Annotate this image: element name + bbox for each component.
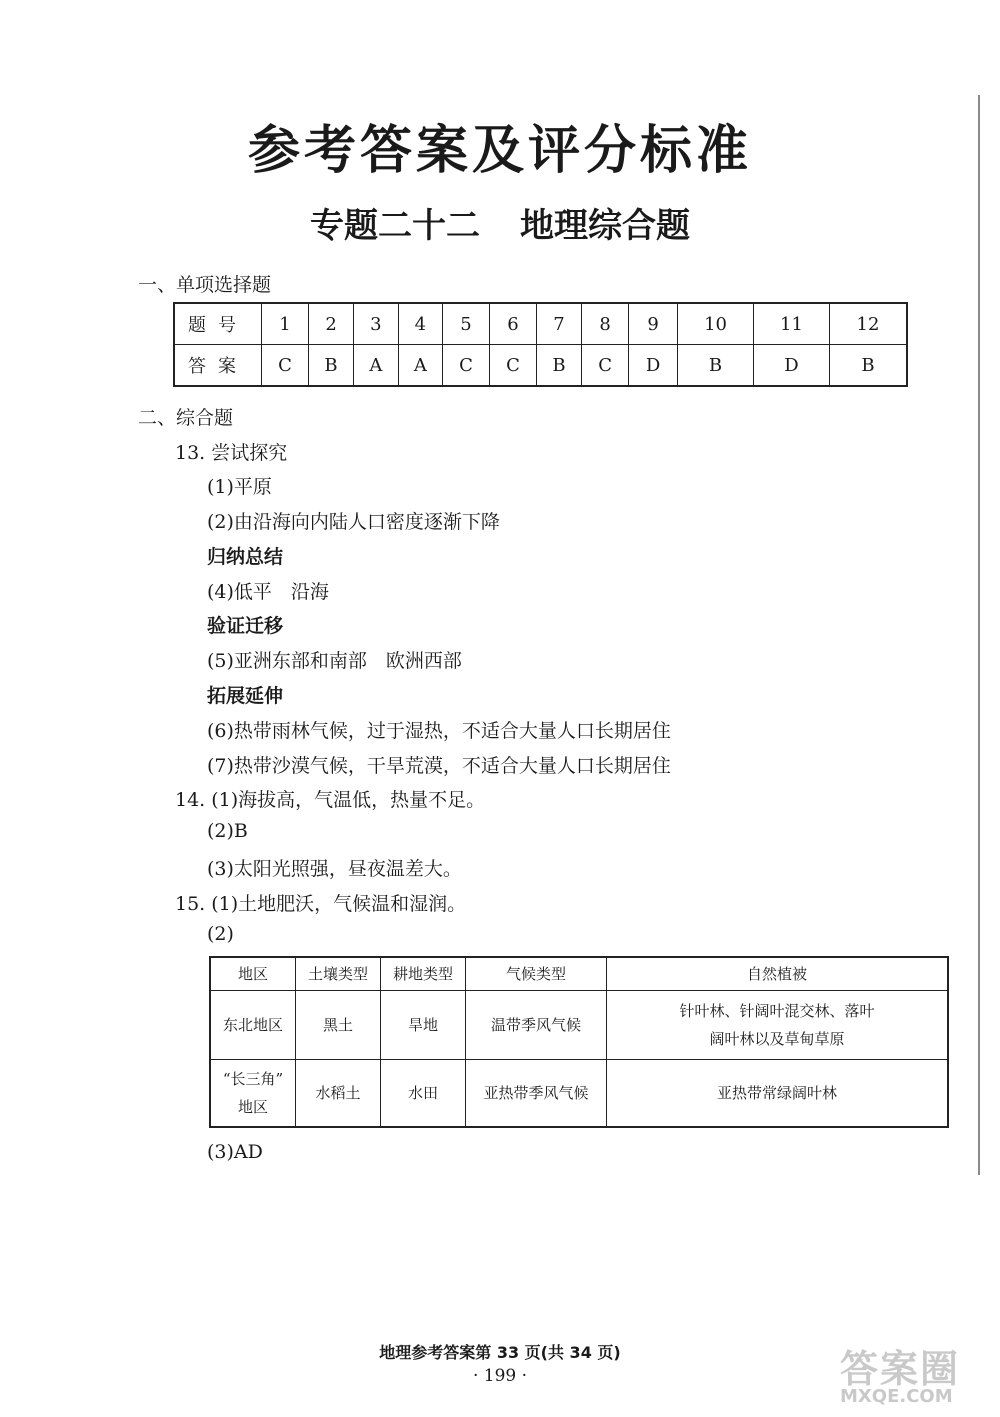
regional-comparison-table [209,956,949,1128]
cell-soil: 水稻土 [296,1059,381,1127]
row-label-answer: 答案 [174,345,262,387]
section-heading-comprehensive: 二、综合题 [138,407,234,429]
vegetation-line-2: 阔叶林以及草甸草原 [709,1029,845,1048]
page-subtitle [0,198,1000,247]
watermark-logo [840,1338,990,1408]
table-row [210,990,948,1059]
question-number-cell: 12 [829,303,907,345]
subtitle-topic-number: 专题二十二 [310,206,480,246]
answer-cell: C [582,345,629,387]
answer-cell: B [536,345,581,387]
answer-cell: C [489,345,536,387]
q13-subheading-summary: 归纳总结 [207,546,284,568]
cell-vegetation: 亚热带常绿阔叶林 [607,1059,949,1127]
q13-answer-7: (7)热带沙漠气候，干旱荒漠，不适合大量人口长期居住 [207,755,671,777]
q14-answer-2: (2)B [207,820,248,842]
header-natural-vegetation: 自然植被 [607,957,949,990]
q13-answer-6: (6)热带雨林气候，过于湿热，不适合大量人口长期居住 [207,720,671,742]
q13-subheading-transfer: 验证迁移 [207,615,284,637]
answer-cell: A [354,345,398,387]
answer-table-single-choice [173,302,908,387]
cell-land: 旱地 [381,990,466,1059]
cell-climate: 亚热带季风气候 [466,1059,607,1127]
page-title: 参考答案及评分标准 [247,121,752,181]
table-header-row [210,957,948,990]
question-number-cell: 7 [536,303,581,345]
q13-answer-2: (2)由沿海向内陆人口密度逐渐下降 [207,511,500,533]
cell-region [210,1059,296,1127]
q13-subheading-extension: 拓展延伸 [207,685,284,707]
q13-answer-1: (1)平原 [207,476,272,498]
cell-land: 水田 [381,1059,466,1127]
answer-cell: D [629,345,678,387]
header-farmland-type: 耕地类型 [381,957,466,990]
table-row [174,345,907,387]
cell-climate: 温带季风气候 [466,990,607,1059]
table-row [210,1059,948,1127]
page-number: · 199 · [472,1366,528,1386]
answer-cell: B [678,345,754,387]
watermark-text: 答案圈 [840,1347,961,1391]
q14-answer-3: (3)太阳光照强，昼夜温差大。 [207,858,462,880]
question-number-cell: 9 [629,303,678,345]
q15-answer-2-label: (2) [207,923,234,945]
header-climate-type: 气候类型 [466,957,607,990]
answer-cell: D [754,345,830,387]
header-region: 地区 [210,957,296,990]
q13-heading: 13. 尝试探究 [175,442,288,464]
answer-cell: C [443,345,490,387]
subtitle-topic-name: 地理综合题 [520,206,690,246]
question-number-cell: 6 [489,303,536,345]
table-row [174,303,907,345]
q14-answer-1: 14. (1)海拔高，气温低，热量不足。 [175,789,486,811]
question-number-cell: 4 [398,303,442,345]
q15-answer-1: 15. (1)土地肥沃，气候温和湿润。 [175,893,467,915]
region-line-1: “长三角” [222,1069,284,1088]
answer-cell: B [829,345,907,387]
q15-answer-3: (3)AD [207,1141,263,1163]
cell-vegetation [607,990,949,1059]
answer-cell: C [262,345,309,387]
section-heading-single-choice: 一、单项选择题 [138,274,272,296]
question-number-cell: 5 [443,303,490,345]
q13-answer-4: (4)低平 沿海 [207,581,329,603]
row-label-question-number: 题号 [174,303,262,345]
question-number-cell: 2 [308,303,353,345]
cell-soil: 黑土 [296,990,381,1059]
vegetation-line-1: 针叶林、针阔叶混交林、落叶 [679,1001,875,1020]
question-number-cell: 10 [678,303,754,345]
cell-region: 东北地区 [210,990,296,1059]
region-line-2: 地区 [237,1097,268,1116]
question-number-cell: 11 [754,303,830,345]
q13-answer-5: (5)亚洲东部和南部 欧洲西部 [207,650,462,672]
question-number-cell: 8 [582,303,629,345]
question-number-cell: 3 [354,303,398,345]
header-soil-type: 土壤类型 [296,957,381,990]
page-footer: 地理参考答案第 33 页(共 34 页) [379,1343,621,1362]
question-number-cell: 1 [262,303,309,345]
answer-cell: B [308,345,353,387]
page-edge-line [978,95,980,1175]
answer-cell: A [398,345,442,387]
watermark-site: MXQE.COM [840,1386,953,1407]
